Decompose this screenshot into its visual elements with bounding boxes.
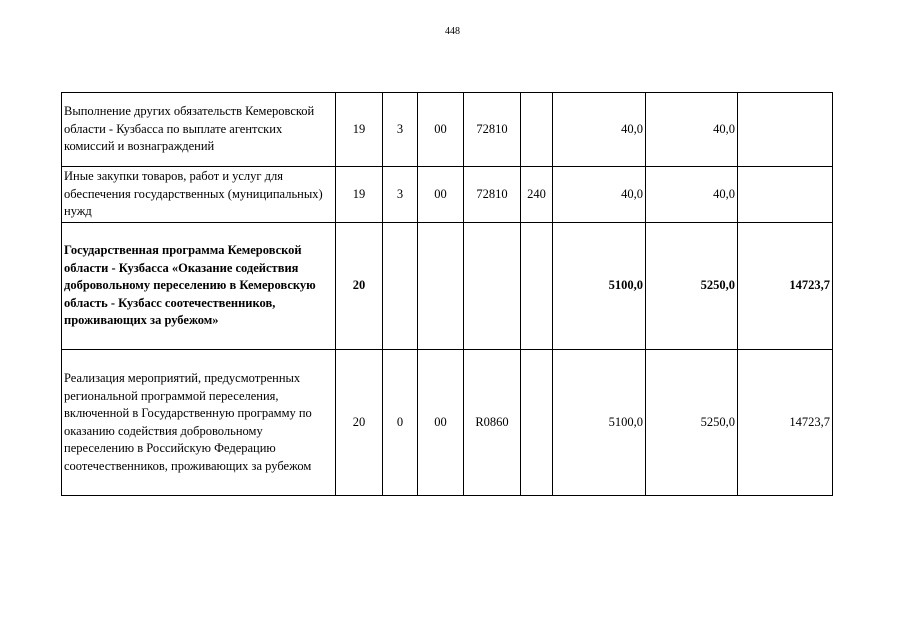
table-row (62, 167, 833, 223)
expense-code-cell: 72810 (464, 93, 521, 167)
subprogram-code-cell: 0 (383, 350, 418, 496)
program-code-cell: 19 (336, 167, 383, 223)
subprogram-code-cell: 3 (383, 93, 418, 167)
program-code-cell: 20 (336, 350, 383, 496)
amount-year2-cell: 5250,0 (646, 350, 738, 496)
amount-year1-cell: 40,0 (553, 93, 646, 167)
row-name-cell: Государственная программа Кемеровской области - Кузбасса «Оказание содействия добровольному переселению в Кемеровскую область - Кузбасс соотечественников, проживающих за рубежом» (62, 223, 336, 350)
table-row (62, 93, 833, 167)
row-name-cell: Выполнение других обязательств Кемеровской области - Кузбасса по выплате агентских комиссий и вознаграждений (62, 93, 336, 167)
direction-code-cell: 00 (418, 93, 464, 167)
direction-code-cell (418, 223, 464, 350)
amount-year1-cell: 5100,0 (553, 350, 646, 496)
amount-year3-cell (738, 167, 833, 223)
expense-code-cell: R0860 (464, 350, 521, 496)
amount-year2-cell: 40,0 (646, 167, 738, 223)
budget-table (61, 92, 833, 496)
expense-type-cell (521, 93, 553, 167)
expense-type-cell (521, 350, 553, 496)
amount-year2-cell: 40,0 (646, 93, 738, 167)
direction-code-cell: 00 (418, 167, 464, 223)
expense-code-cell (464, 223, 521, 350)
amount-year1-cell: 5100,0 (553, 223, 646, 350)
expense-code-cell: 72810 (464, 167, 521, 223)
subprogram-code-cell: 3 (383, 167, 418, 223)
row-name-cell: Иные закупки товаров, работ и услуг для обеспечения государственных (муниципальных) нужд (62, 167, 336, 223)
subprogram-code-cell (383, 223, 418, 350)
amount-year1-cell: 40,0 (553, 167, 646, 223)
page-number: 448 (445, 26, 460, 37)
direction-code-cell: 00 (418, 350, 464, 496)
amount-year3-cell: 14723,7 (738, 223, 833, 350)
amount-year3-cell: 14723,7 (738, 350, 833, 496)
amount-year3-cell (738, 93, 833, 167)
row-name-cell: Реализация мероприятий, предусмотренных региональной программой переселения, включенной в Государственную программу по оказанию содействия добровольному переселению в Российскую Федерацию соотечественников, проживающих за рубежом (62, 350, 336, 496)
table-row (62, 223, 833, 350)
table-row (62, 350, 833, 496)
expense-type-cell (521, 223, 553, 350)
program-code-cell: 19 (336, 93, 383, 167)
amount-year2-cell: 5250,0 (646, 223, 738, 350)
expense-type-cell: 240 (521, 167, 553, 223)
program-code-cell: 20 (336, 223, 383, 350)
